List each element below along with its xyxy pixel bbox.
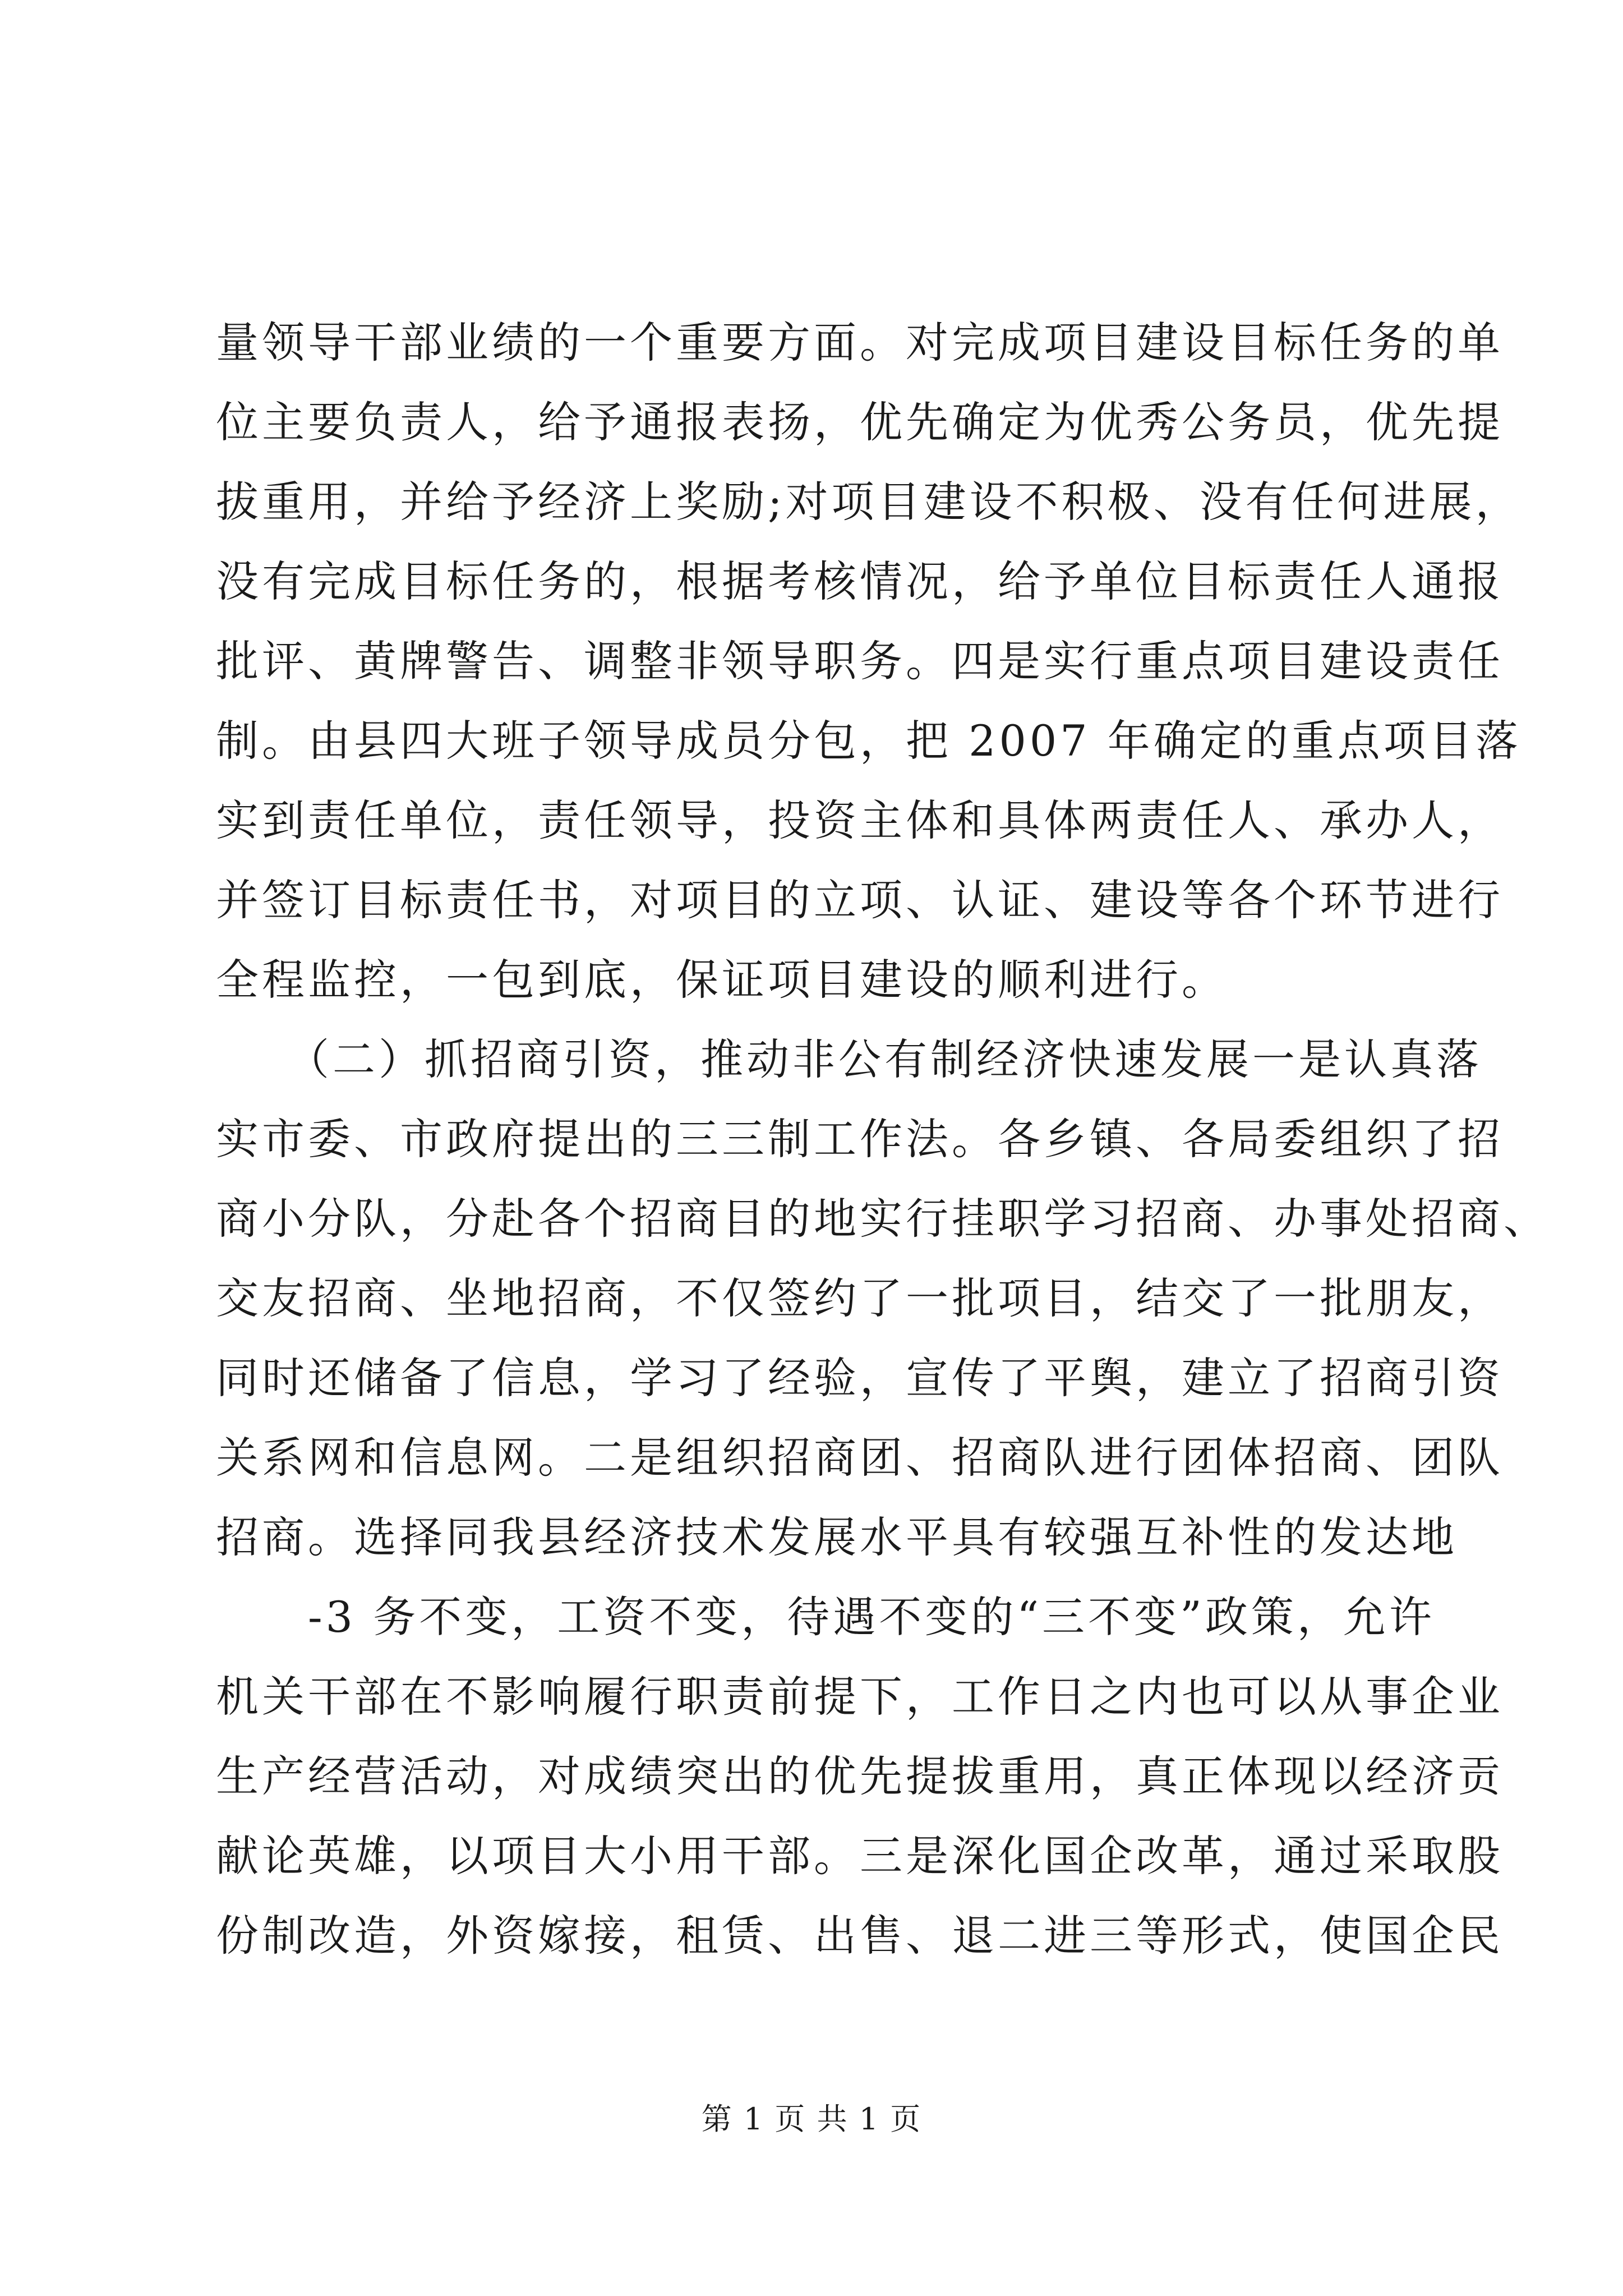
text-line: 生产经营活动，对成绩突出的优先提拔重用，真正体现以经济贡 bbox=[216, 1751, 1504, 1801]
text-line: 关系网和信息网。二是组织招商团、招商队进行团体招商、团队 bbox=[216, 1433, 1504, 1483]
text-line: 招商。选择同我县经济技术发展水平具有较强互补性的发达地 bbox=[216, 1512, 1458, 1562]
text-line: （二）抓招商引资，推动非公有制经济快速发展一是认真落 bbox=[216, 1034, 1482, 1084]
text-line: 交友招商、坐地招商，不仅签约了一批项目，结交了一批朋友， bbox=[216, 1273, 1504, 1323]
text-line: 实到责任单位，责任领导，投资主体和具体两责任人、承办人， bbox=[216, 795, 1504, 845]
text-line: 批评、黄牌警告、调整非领导职务。四是实行重点项目建设责任 bbox=[216, 636, 1504, 686]
body-text bbox=[216, 303, 1550, 1976]
text-line: 并签订目标责任书，对项目的立项、认证、建设等各个环节进行 bbox=[216, 875, 1504, 925]
text-line: 商小分队，分赴各个招商目的地实行挂职学习招商、办事处招商、 bbox=[216, 1194, 1550, 1244]
text-line: 实市委、市政府提出的三三制工作法。各乡镇、各局委组织了招 bbox=[216, 1114, 1504, 1164]
text-line: 位主要负责人，给予通报表扬，优先确定为优秀公务员，优先提 bbox=[216, 397, 1504, 447]
text-line: 没有完成目标任务的，根据考核情况，给予单位目标责任人通报 bbox=[216, 556, 1504, 606]
text-line: 拔重用，并给予经济上奖励;对项目建设不积极、没有任何进展， bbox=[216, 477, 1521, 527]
text-line: 机关干部在不影响履行职责前提下，工作日之内也可以从事企业 bbox=[216, 1672, 1504, 1722]
text-line: -3 务不变，工资不变，待遇不变的“三不变”政策，允许 bbox=[216, 1592, 1435, 1642]
text-line: 献论英雄，以项目大小用干部。三是深化国企改革，通过采取股 bbox=[216, 1831, 1504, 1881]
text-line: 同时还储备了信息，学习了经验，宣传了平舆，建立了招商引资 bbox=[216, 1353, 1504, 1403]
page-number-footer: 第 1 页 共 1 页 bbox=[701, 2101, 922, 2137]
text-line: 全程监控，一包到底，保证项目建设的顺利进行。 bbox=[216, 955, 1228, 1005]
text-line: 量领导干部业绩的一个重要方面。对完成项目建设目标任务的单 bbox=[216, 318, 1504, 367]
text-line: 份制改造，外资嫁接，租赁、出售、退二进三等形式，使国企民 bbox=[216, 1911, 1504, 1961]
text-line: 制。由县四大班子领导成员分包，把 2007 年确定的重点项目落 bbox=[216, 716, 1521, 766]
